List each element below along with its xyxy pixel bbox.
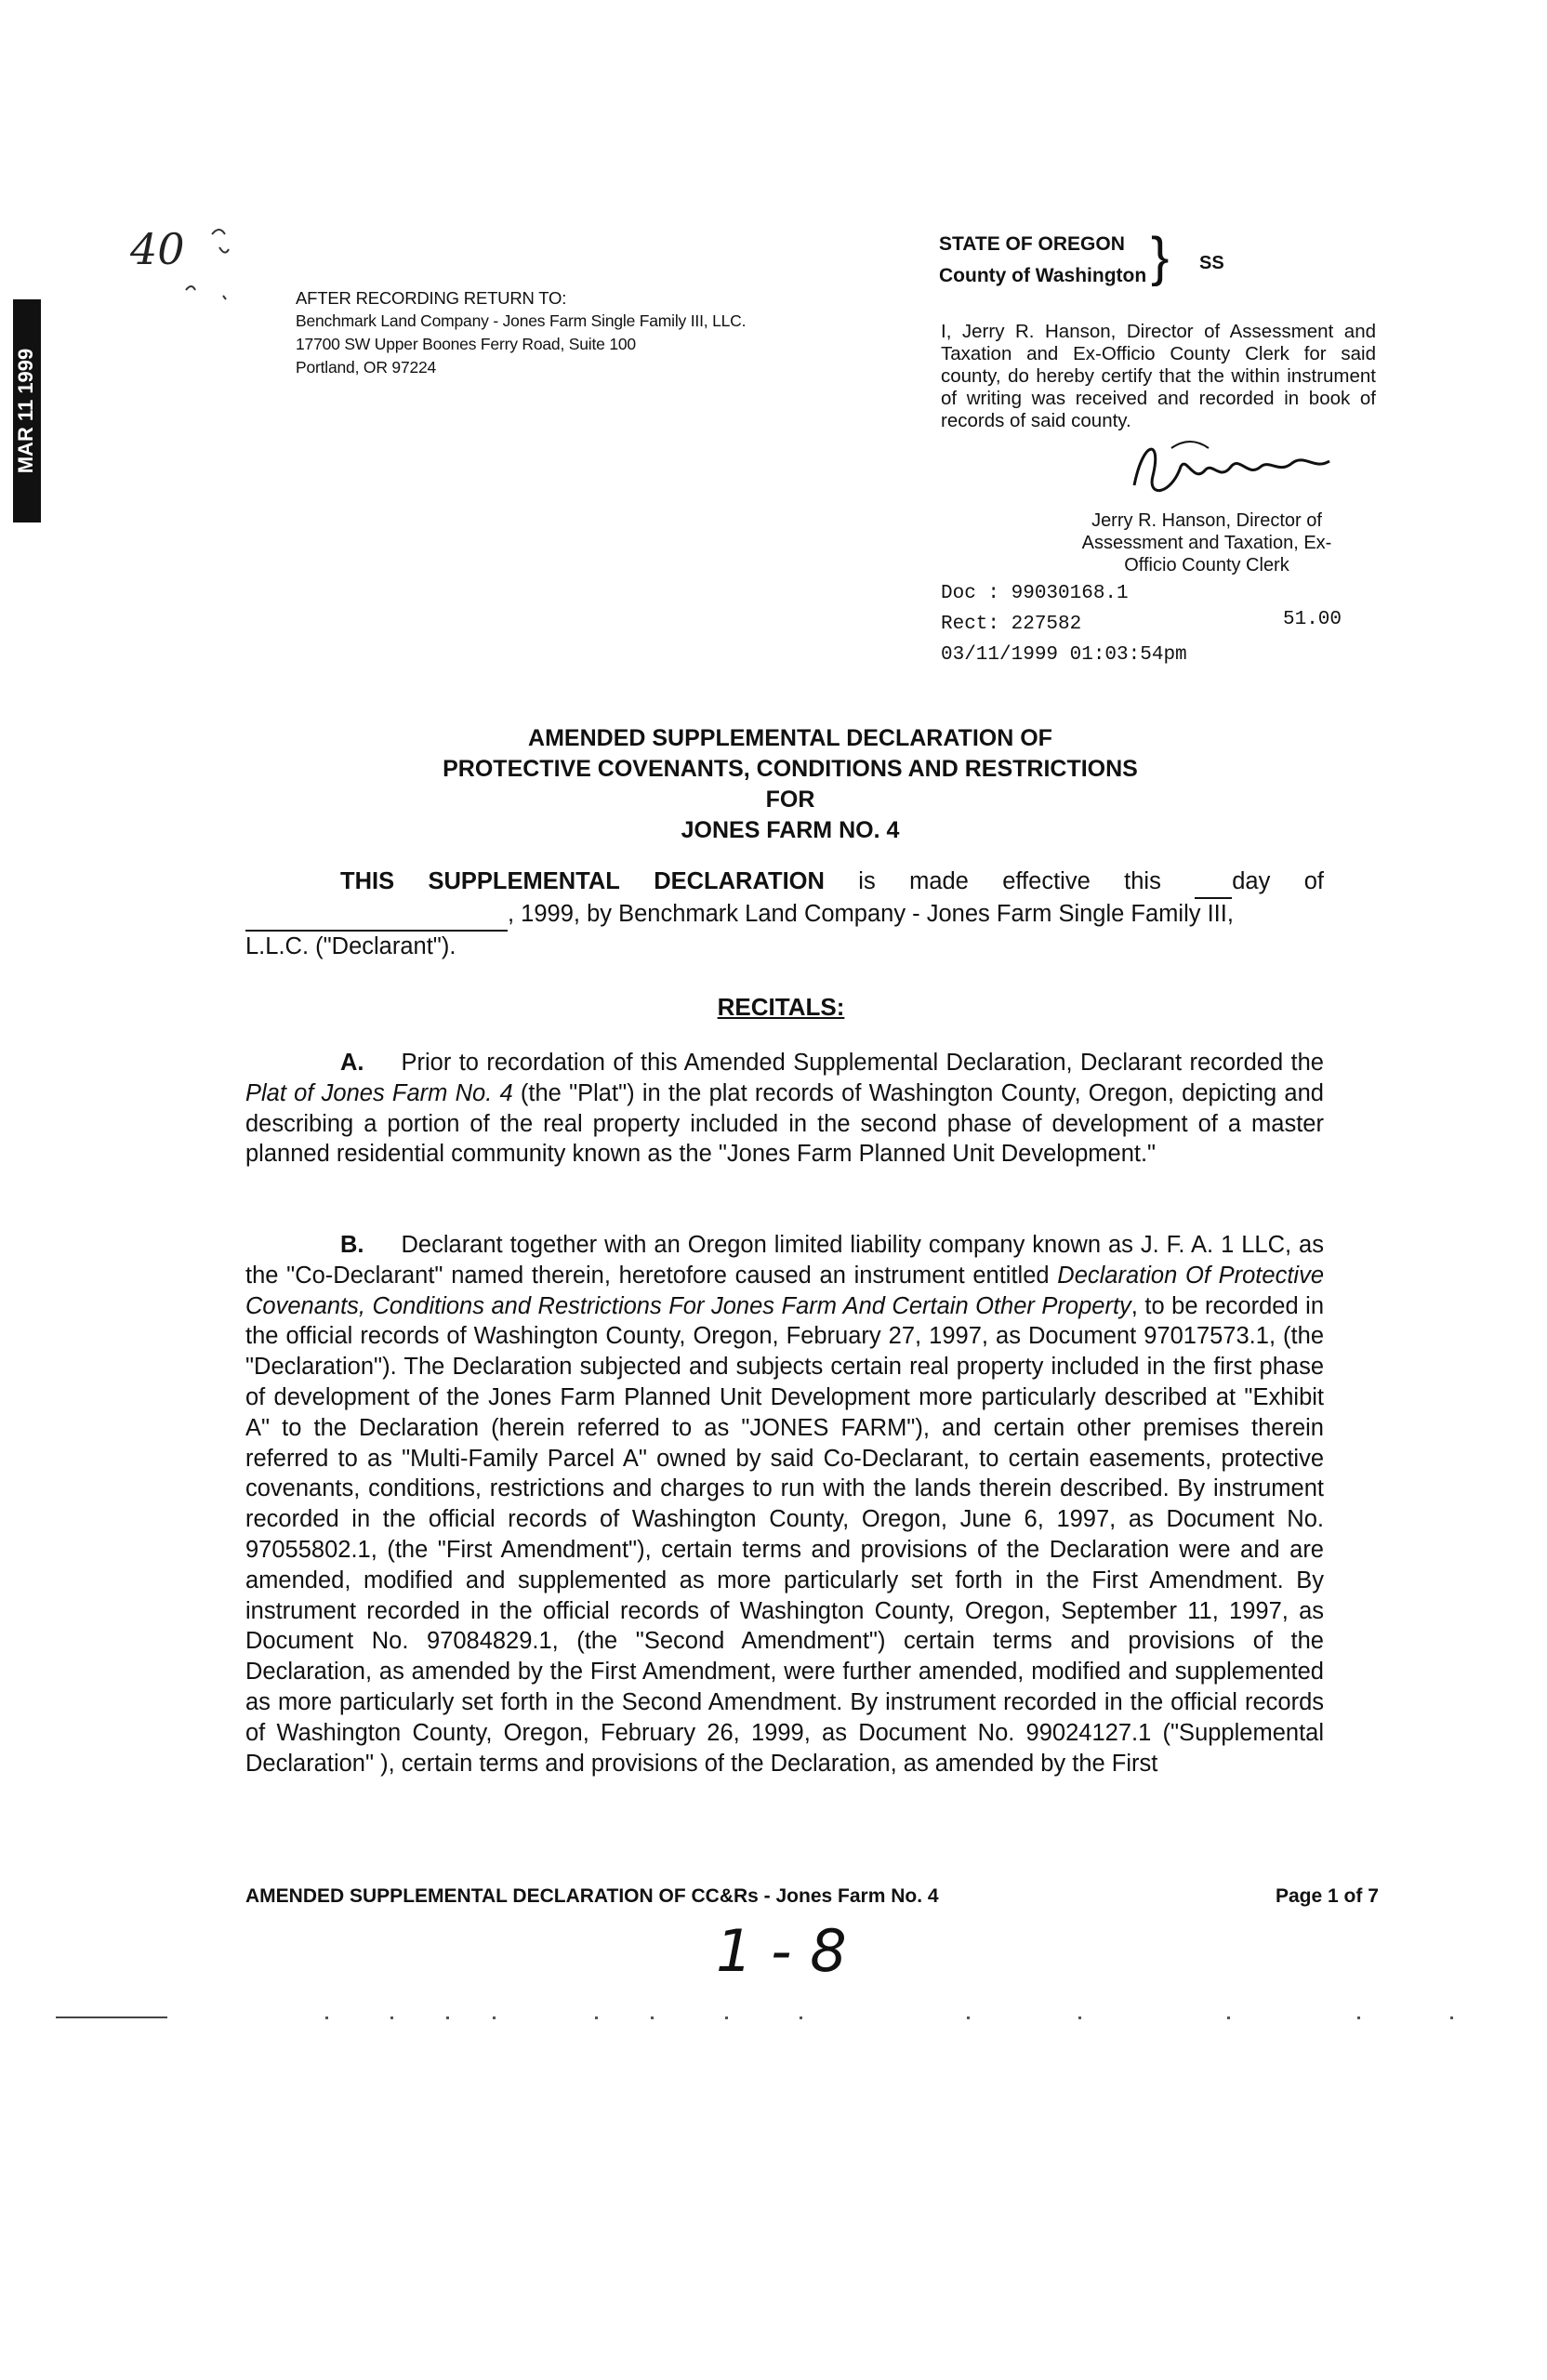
state-label: STATE OF OREGON xyxy=(939,233,1125,255)
jurisdiction-block xyxy=(939,229,1146,292)
handwritten-margin-note xyxy=(130,206,279,318)
title-line4: JONES FARM NO. 4 xyxy=(681,817,900,843)
clerk-certificate-text: I, Jerry R. Hanson, Director of Assessment and Taxation and Ex-Officio County Clerk for said county, do hereby certify that the within instrument of writing was received and recorded in book of records of said county. xyxy=(941,321,1376,431)
intro-line1 xyxy=(245,866,1324,899)
return-address-block xyxy=(296,286,746,379)
intro-word: day xyxy=(1232,868,1271,894)
scan-artifact-line xyxy=(56,2008,1506,2027)
recitals-heading: RECITALS: xyxy=(717,993,845,1021)
signer-title-line1: Assessment and Taxation, Ex- xyxy=(1081,533,1332,553)
recital-b-label: B. xyxy=(340,1232,364,1258)
intro-word: SUPPLEMENTAL xyxy=(428,868,620,894)
recital-a-plat-name: Plat of Jones Farm No. 4 xyxy=(245,1079,513,1106)
received-date-text: MAR 11 1999 xyxy=(13,348,37,474)
recording-fee: 51.00 xyxy=(1283,609,1342,630)
clerk-signer-block xyxy=(1039,509,1374,576)
recording-datetime: 03/11/1999 01:03:54pm xyxy=(941,644,1187,666)
document-title xyxy=(223,723,1357,846)
day-blank xyxy=(1195,866,1232,899)
recital-a-text-cont: (the "Plat") in the plat records of Washington County, Oregon, depicting and describing a portion of the real property included in the second phase of development of a master planned residential community known as the "Jones Farm Planned Unit Development." xyxy=(245,1079,1324,1168)
signer-name: Jerry R. Hanson, Director of xyxy=(1091,510,1322,531)
return-address-line2: 17700 SW Upper Boones Ferry Road, Suite 100 xyxy=(296,335,636,353)
recital-b xyxy=(245,1230,1324,1778)
county-label: County of Washington xyxy=(939,265,1147,286)
title-line3: FOR xyxy=(765,787,815,813)
intro-word: effective xyxy=(1002,868,1091,894)
handwritten-page-mark-text: 1 - 8 xyxy=(716,1917,847,1985)
received-date-stamp xyxy=(13,299,41,522)
intro-word: this xyxy=(1124,868,1161,894)
intro-word: of xyxy=(1303,868,1324,894)
recital-b-declaration-name: Declaration Of Protective Covenants, Conditions and Restrictions For Jones Farm And Certain Other Property xyxy=(245,1262,1324,1319)
signer-title-line2: Officio County Clerk xyxy=(1124,555,1289,575)
intro-paragraph xyxy=(245,866,1324,962)
handwritten-page-mark xyxy=(707,1904,865,2006)
recital-b-text-cont: , to be recorded in the official records of Washington County, Oregon, February 27, 1997, as Document 97017573.1, (the "Declaration"). The Declaration subjected and subjects certain real property included in the first phase of development of the Jones Farm Planned Unit Development more particularly described at "Exhibit A" to the Declaration (herein referred to as "JONES FARM"), and certain other premises therein referred to as "Multi-Family Parcel A" owned by said Co-Declarant, to certain easements, protective covenants, conditions, restrictions and charges to run with the lands therein described. By instrument recorded in the official records of Washington County, Oregon, June 6, 1997, as Document No. 97055802.1, (the "First Amendment"), certain terms and provisions of the Declaration were and are amended, modified and supplemented as more particularly set forth in the First Amendment. By instrument recorded in the official records of Washington County, Oregon, September 11, 1997, as Document No. 97084829.1, (the "Second Amendment") certain terms and provisions of the Declaration, as amended by the First Amendment, were further amended, modified and supplemented as more particularly set forth in the Second Amendment. By instrument recorded in the official records of Washington County, Oregon, February 26, 1999, as Document No. 99024127.1 ("Supplemental Declaration" ), certain terms and provisions of the Declaration, as amended by the First xyxy=(245,1292,1324,1777)
receipt-number: Rect: 227582 xyxy=(941,614,1082,635)
recital-b-text: Declarant together with an Oregon limited liability company known as J. F. A. 1 LLC, as the "Co-Declarant" named therein, heretofore caused an instrument entitled xyxy=(245,1232,1324,1289)
intro-line2-text: , 1999, by Benchmark Land Company - Jones Farm Single Family III, xyxy=(508,901,1234,927)
brace-glyph: } xyxy=(1151,227,1170,287)
intro-word: made xyxy=(909,868,969,894)
intro-word: DECLARATION xyxy=(654,868,825,894)
recording-info xyxy=(941,578,1187,670)
title-line1: AMENDED SUPPLEMENTAL DECLARATION OF xyxy=(528,725,1052,751)
recital-a-text: Prior to recordation of this Amended Supplemental Declaration, Declarant recorded the xyxy=(401,1050,1324,1076)
intro-word: THIS xyxy=(340,868,395,894)
recital-a xyxy=(245,1048,1324,1170)
month-blank xyxy=(245,899,508,932)
handwritten-note-text: 40 xyxy=(130,224,185,274)
title-line2: PROTECTIVE COVENANTS, CONDITIONS AND RESTRICTIONS xyxy=(443,756,1138,782)
ss-label: SS xyxy=(1199,253,1224,273)
clerk-signature xyxy=(1116,430,1339,511)
intro-line2 xyxy=(245,899,1324,932)
return-address-heading: AFTER RECORDING RETURN TO: xyxy=(296,288,567,308)
intro-word: is xyxy=(858,868,876,894)
return-address-line3: Portland, OR 97224 xyxy=(296,358,437,377)
page-number: Page 1 of 7 xyxy=(1276,1885,1379,1907)
return-address-line1: Benchmark Land Company - Jones Farm Single Family III, LLC. xyxy=(296,311,747,330)
recital-a-label: A. xyxy=(340,1050,364,1076)
intro-line3: L.L.C. ("Declarant"). xyxy=(245,933,456,959)
footer-document-title: AMENDED SUPPLEMENTAL DECLARATION OF CC&Rs - Jones Farm No. 4 xyxy=(245,1885,939,1907)
doc-number: Doc : 99030168.1 xyxy=(941,583,1129,604)
